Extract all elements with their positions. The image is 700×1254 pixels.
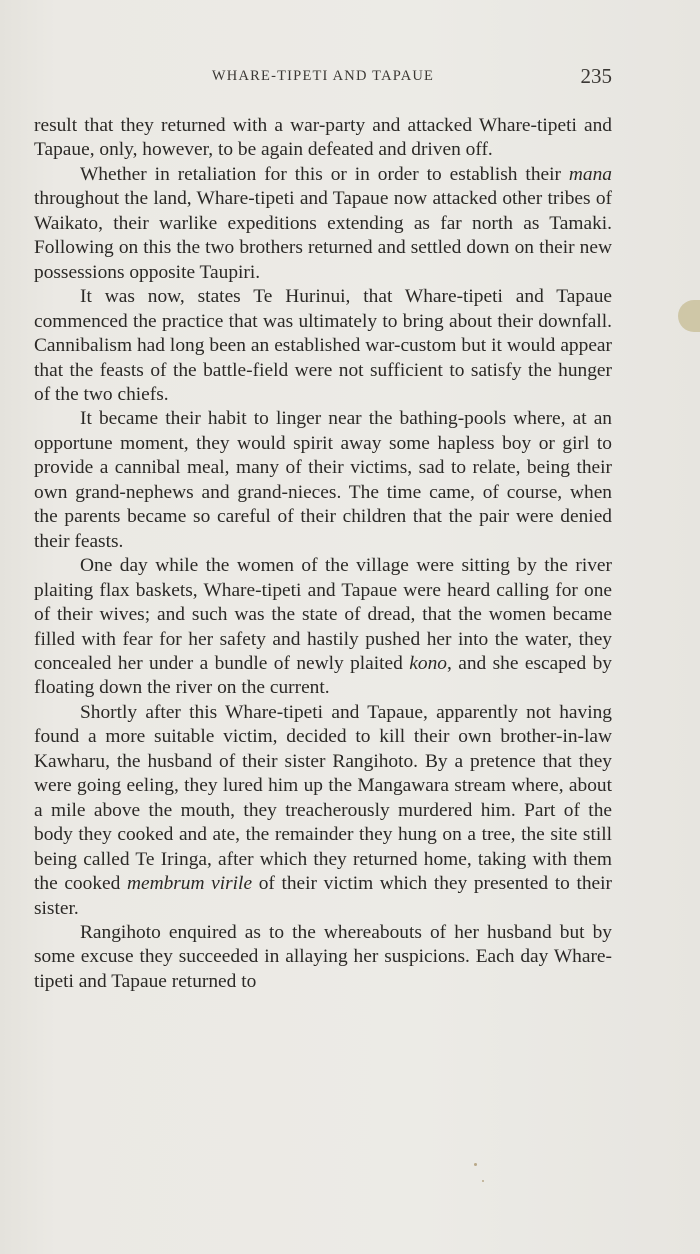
text-run: , and she escaped by floating down the river on the current.	[34, 652, 612, 699]
page-edge-tab	[678, 300, 700, 332]
paragraph	[34, 554, 612, 701]
paragraph	[34, 921, 612, 994]
text-run: of their victim which they presented to their sister.	[34, 873, 612, 919]
italic-term: kono	[409, 652, 447, 674]
paragraph	[34, 163, 612, 285]
page-number: 235	[580, 64, 612, 88]
body-text	[34, 114, 612, 994]
paper-speck	[482, 1180, 484, 1182]
italic-term: mana	[568, 163, 612, 185]
text-run: throughout the land, Whare-tipeti and Tapaue now attacked other tribes of Waikato, their warlike expeditions extending as far north as Tamaki. Following on this the two brothers returned and settled down on their new possessions opposite Taupiri.	[34, 188, 612, 283]
text-run: Rangihoto enquired as to the whereabouts of her husband but by some excuse they succeeded in allaying her suspicions. Each day Whare-tipeti and Tapaue returned to	[34, 921, 612, 992]
text-run: It was now, states Te Hurinui, that Whare-tipeti and Tapaue commenced the practice that was ultimately to bring about their downfall. Cannibalism had long been an established war-custom but it would appear that the feasts of the battle-field were not sufficient to satisfy the hunger of the two chiefs.	[34, 286, 612, 405]
text-run: result that they returned with a war-party and attacked Whare-tipeti and Tapaue, only, however, to be again defeated and driven off.	[34, 115, 612, 161]
running-head: WHARE-TIPETI AND TAPAUE	[211, 68, 435, 84]
paper-speck	[474, 1163, 477, 1166]
italic-term: membrum virile	[126, 873, 253, 895]
text-run: Shortly after this Whare-tipeti and Tapaue, apparently not having found a more suitable victim, decided to kill their own brother-in-law Kawharu, the husband of their sister Rangihoto. By a pretence that they were going eeling, they lured him up the Mangawara stream where, about a mile above the mouth, they treacherously murdered him. Part of the body they cooked and ate, the remainder they hung on a tree, the site still being called Te Iringa, after which they returned home, taking with them the cooked	[34, 701, 612, 895]
text-run: One day while the women of the village were sitting by the river plaiting flax baskets, Whare-tipeti and Tapaue were heard calling for one of their wives; and such was the state of dread, that the women became filled with fear for her safety and hastily pushed her into the water, they concealed her under a bundle of newly plaited	[34, 555, 612, 674]
text-run: Whether in retaliation for this or in order to establish their	[80, 163, 569, 185]
page-header	[34, 64, 612, 94]
text-run: It became their habit to linger near the bathing-pools where, at an opportune moment, they would spirit away some hapless boy or girl to provide a cannibal meal, many of their victims, sad to relate, being their own grand-nephews and grand-nieces. The time came, of course, when the parents became so careful of their children that the pair were denied their feasts.	[34, 408, 612, 552]
paragraph	[34, 407, 612, 554]
paragraph	[34, 114, 612, 163]
paragraph	[34, 285, 612, 407]
paragraph	[34, 701, 612, 921]
